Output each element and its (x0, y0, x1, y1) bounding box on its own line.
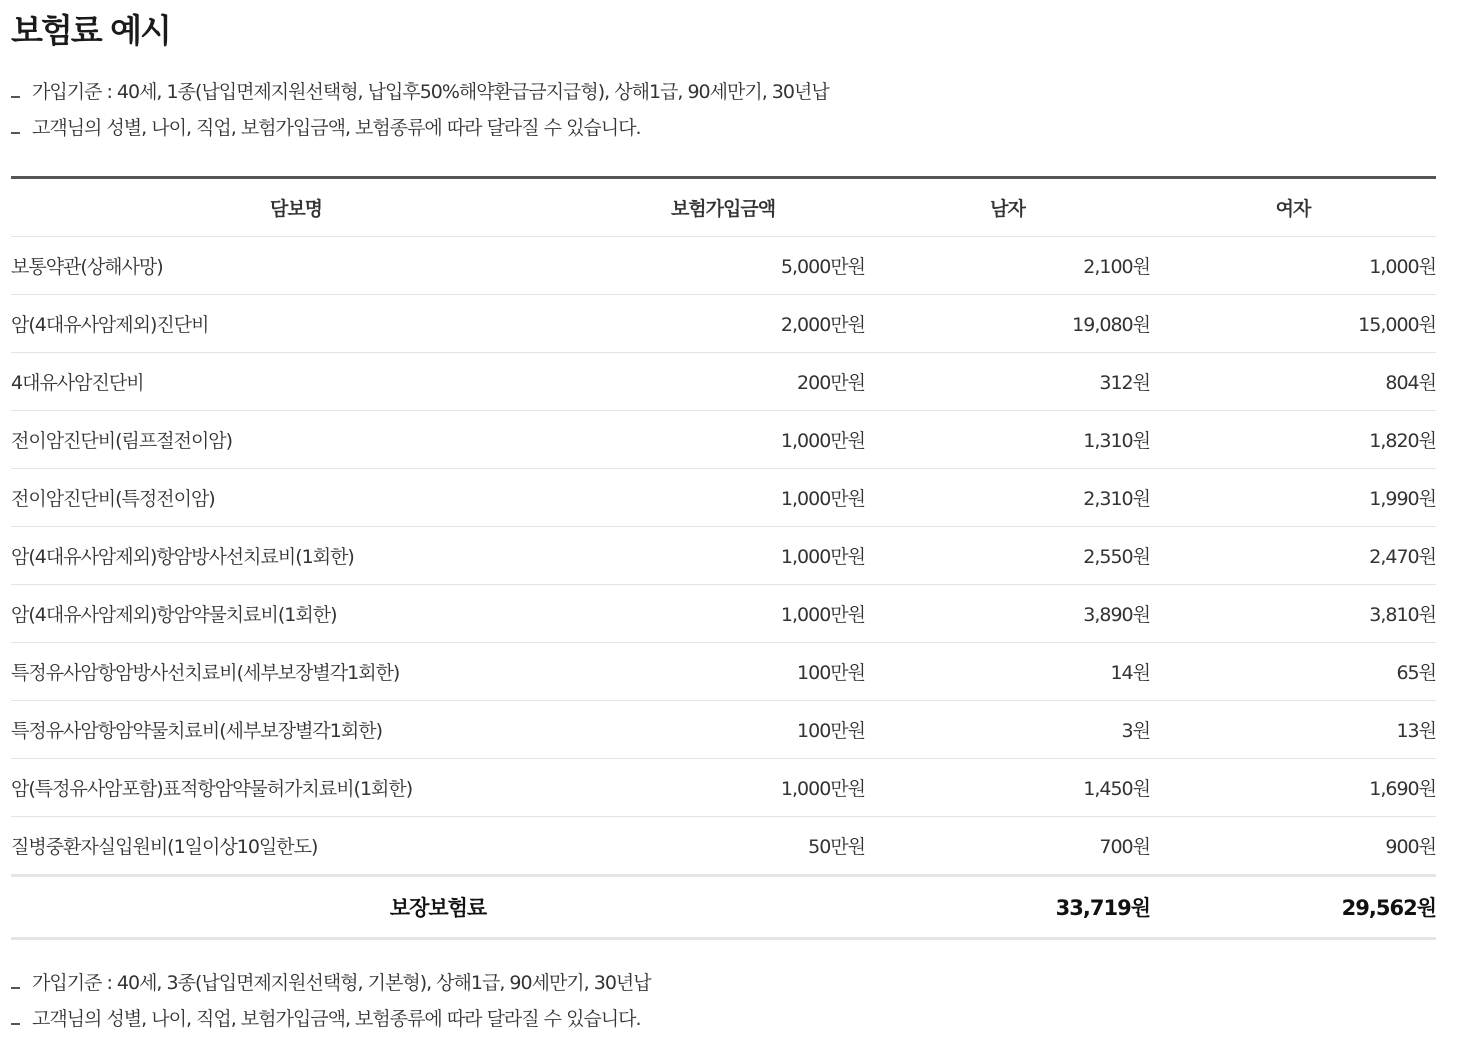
header-coverage: 담보명 (11, 178, 581, 237)
total-male-premium: 33,719원 (865, 876, 1150, 939)
note-item (11, 74, 829, 110)
male-premium: 700원 (865, 817, 1150, 876)
female-premium: 2,470원 (1150, 527, 1436, 585)
coverage-name: 특정유사암항암방사선치료비(세부보장별각1회한) (11, 643, 581, 701)
notes-bottom (11, 965, 651, 1037)
table-header-row (11, 178, 1436, 237)
note-text: 고객님의 성별, 나이, 직업, 보험가입금액, 보험종류에 따라 달라질 수 있습니다. (32, 1008, 641, 1030)
female-premium: 15,000원 (1150, 295, 1436, 353)
coverage-amount: 1,000만원 (581, 469, 865, 527)
coverage-amount: 100만원 (581, 701, 865, 759)
female-premium: 1,820원 (1150, 411, 1436, 469)
coverage-name: 암(4대유사암제외)항암방사선치료비(1회한) (11, 527, 581, 585)
female-premium: 1,690원 (1150, 759, 1436, 817)
dash-bullet-icon (11, 987, 20, 989)
coverage-amount: 1,000만원 (581, 411, 865, 469)
table-row (11, 353, 1436, 411)
coverage-amount: 5,000만원 (581, 237, 865, 295)
male-premium: 2,100원 (865, 237, 1150, 295)
coverage-amount: 1,000만원 (581, 585, 865, 643)
note-text: 고객님의 성별, 나이, 직업, 보험가입금액, 보험종류에 따라 달라질 수 있습니다. (32, 117, 641, 139)
female-premium: 3,810원 (1150, 585, 1436, 643)
header-female: 여자 (1150, 178, 1436, 237)
table-row (11, 469, 1436, 527)
coverage-name: 전이암진단비(림프절전이암) (11, 411, 581, 469)
coverage-amount: 1,000만원 (581, 759, 865, 817)
male-premium: 3,890원 (865, 585, 1150, 643)
coverage-name: 암(4대유사암제외)항암약물치료비(1회한) (11, 585, 581, 643)
total-label: 보장보험료 (11, 876, 865, 939)
table-row (11, 759, 1436, 817)
note-item (11, 110, 829, 146)
coverage-name: 암(4대유사암제외)진단비 (11, 295, 581, 353)
premium-table (11, 176, 1436, 940)
notes-top (11, 74, 829, 146)
coverage-amount: 1,000만원 (581, 527, 865, 585)
note-text: 가입기준 : 40세, 1종(납입면제지원선택형, 납입후50%해약환급금지급형), 상해1급, 90세만기, 30년납 (32, 81, 829, 103)
female-premium: 65원 (1150, 643, 1436, 701)
table-row (11, 527, 1436, 585)
female-premium: 804원 (1150, 353, 1436, 411)
table-row (11, 295, 1436, 353)
dash-bullet-icon (11, 96, 20, 98)
female-premium: 13원 (1150, 701, 1436, 759)
coverage-amount: 100만원 (581, 643, 865, 701)
female-premium: 1,990원 (1150, 469, 1436, 527)
table-row (11, 585, 1436, 643)
male-premium: 1,310원 (865, 411, 1150, 469)
dash-bullet-icon (11, 132, 20, 134)
coverage-name: 전이암진단비(특정전이암) (11, 469, 581, 527)
note-text: 가입기준 : 40세, 3종(납입면제지원선택형, 기본형), 상해1급, 90세만기, 30년납 (32, 972, 651, 994)
header-male: 남자 (865, 178, 1150, 237)
total-female-premium: 29,562원 (1150, 876, 1436, 939)
male-premium: 2,310원 (865, 469, 1150, 527)
dash-bullet-icon (11, 1023, 20, 1025)
coverage-name: 보통약관(상해사망) (11, 237, 581, 295)
male-premium: 19,080원 (865, 295, 1150, 353)
coverage-amount: 2,000만원 (581, 295, 865, 353)
coverage-name: 질병중환자실입원비(1일이상10일한도) (11, 817, 581, 876)
table-row (11, 817, 1436, 876)
table-row (11, 701, 1436, 759)
table-row (11, 643, 1436, 701)
table-row (11, 237, 1436, 295)
table-row (11, 411, 1436, 469)
male-premium: 3원 (865, 701, 1150, 759)
coverage-name: 특정유사암항암약물치료비(세부보장별각1회한) (11, 701, 581, 759)
coverage-name: 4대유사암진단비 (11, 353, 581, 411)
female-premium: 1,000원 (1150, 237, 1436, 295)
total-row (11, 876, 1436, 939)
male-premium: 312원 (865, 353, 1150, 411)
coverage-amount: 50만원 (581, 817, 865, 876)
female-premium: 900원 (1150, 817, 1436, 876)
note-item (11, 965, 651, 1001)
page-title: 보험료 예시 (11, 11, 170, 50)
male-premium: 14원 (865, 643, 1150, 701)
male-premium: 1,450원 (865, 759, 1150, 817)
coverage-amount: 200만원 (581, 353, 865, 411)
coverage-name: 암(특정유사암포함)표적항암약물허가치료비(1회한) (11, 759, 581, 817)
note-item (11, 1001, 651, 1037)
male-premium: 2,550원 (865, 527, 1150, 585)
header-amount: 보험가입금액 (581, 178, 865, 237)
